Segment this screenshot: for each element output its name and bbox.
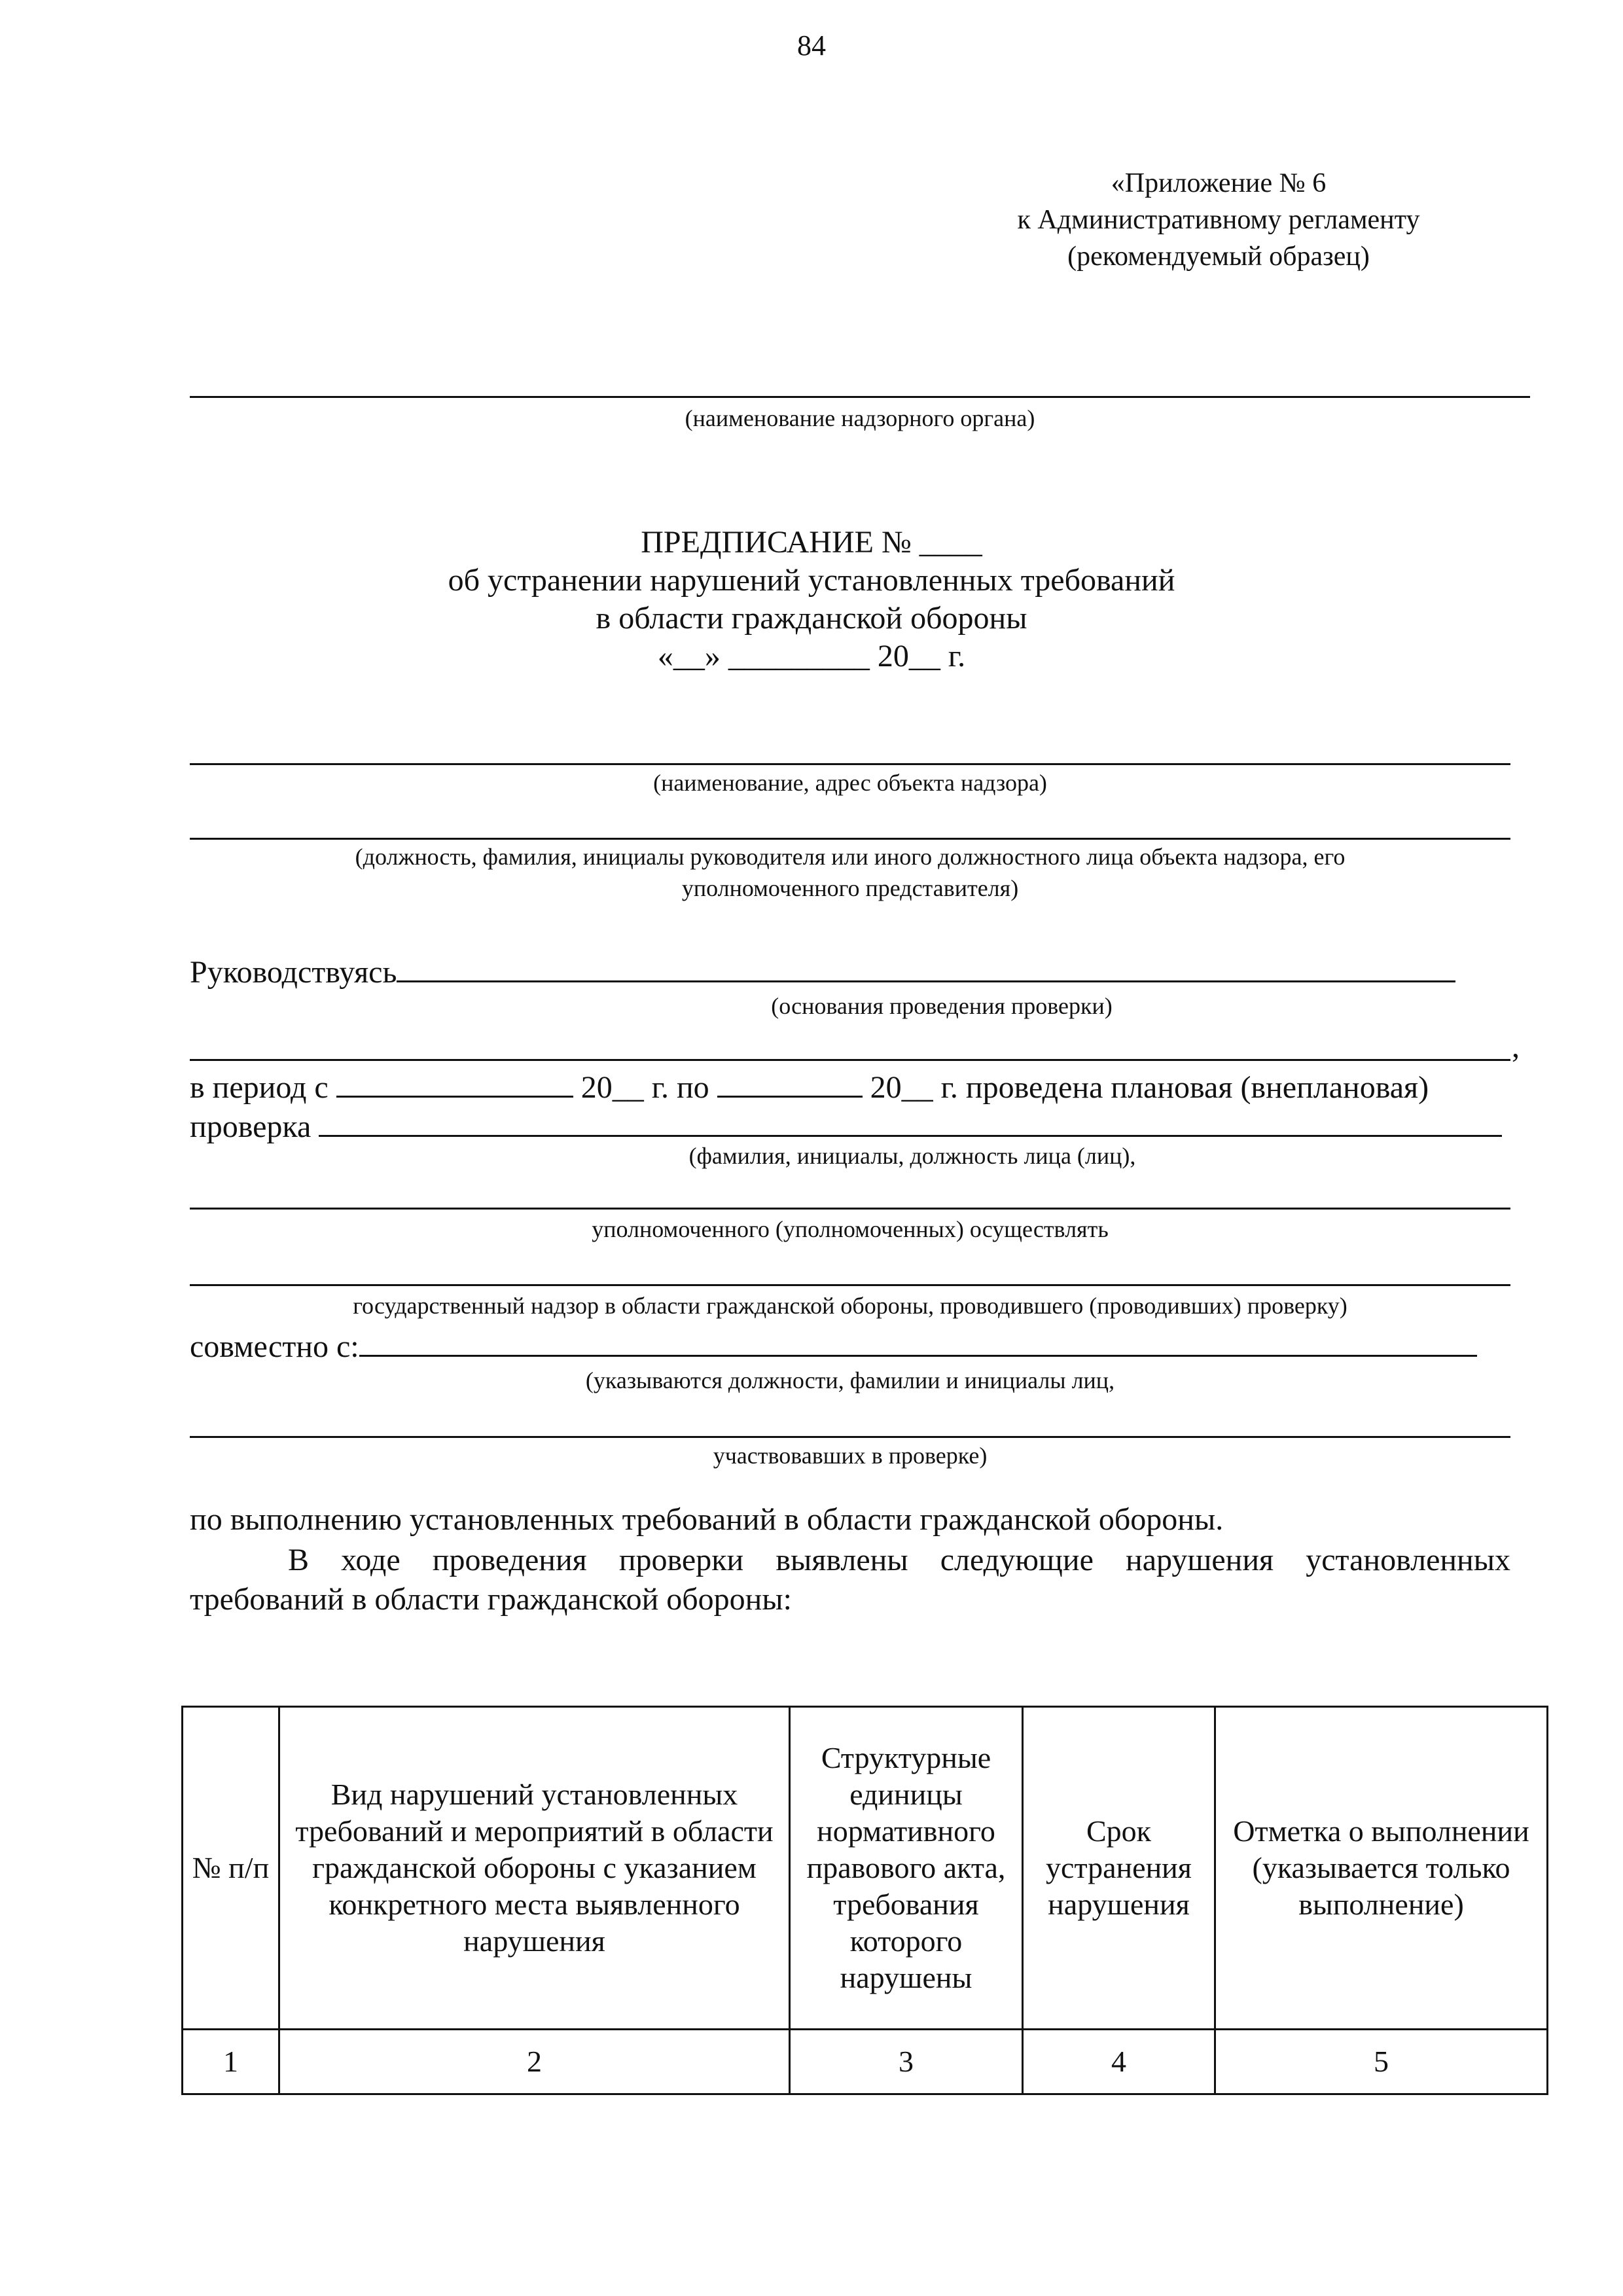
object-name-line: [190, 763, 1510, 765]
document-title-block: [0, 524, 1623, 675]
guided-by-label: Руководствуясь: [190, 955, 397, 990]
header-structural-units: Структурные единицы нормативного правового акта, требования которого нарушены: [790, 1707, 1023, 2030]
official-line: [190, 838, 1510, 840]
document-subtitle-2: в области гражданской обороны: [596, 601, 1027, 636]
object-name-caption: (наименование, адрес объекта надзора): [653, 770, 1047, 796]
participants-caption-2: участвовавших в проверке): [713, 1443, 988, 1469]
violations-intro-2: требований в области гражданской обороны:: [190, 1582, 792, 1617]
column-number-3: 3: [790, 2030, 1023, 2094]
header-deadline: Срок устранения нарушения: [1023, 1707, 1215, 2030]
inspection-line: [190, 1106, 1502, 1145]
inspector-names-caption: (фамилия, инициалы, должность лица (лиц),: [688, 1143, 1136, 1169]
header-completion-mark: Отметка о выполнении (указывается только выполнение): [1215, 1707, 1548, 2030]
table-header-row: [183, 1707, 1548, 2030]
appendix-line-2: к Административному регламенту: [1017, 205, 1420, 235]
supervision-line: [190, 1284, 1510, 1286]
header-number: № п/п: [183, 1707, 279, 2030]
column-number-5: 5: [1215, 2030, 1548, 2094]
inspection-blank: [319, 1106, 1502, 1137]
period-end-blank: [717, 1067, 863, 1098]
appendix-line-3: (рекомендуемый образец): [1067, 242, 1370, 272]
inspection-grounds-caption: (основания проведения проверки): [771, 993, 1113, 1019]
official-caption-2: уполномоченного представителя): [681, 875, 1019, 901]
participants-line: [190, 1436, 1510, 1438]
document-subtitle-1: об устранении нарушений установленных требований: [448, 563, 1175, 598]
column-number-4: 4: [1023, 2030, 1215, 2094]
state-supervision-caption: государственный надзор в области гражданской обороны, проводившего (проводивших) проверку): [353, 1293, 1347, 1319]
participants-caption-1: (указываются должности, фамилии и инициалы лиц,: [585, 1367, 1115, 1393]
period-line: [190, 1067, 1429, 1105]
column-number-1: 1: [183, 2030, 279, 2094]
jointly-with-line: [190, 1326, 1477, 1365]
appendix-line-1: «Приложение № 6: [1111, 168, 1327, 198]
violations-intro: В ходе проведения проверки выявлены следующие нарушения установленных: [288, 1543, 1510, 1577]
jointly-with-label: совместно с:: [190, 1329, 359, 1364]
document-title: ПРЕДПИСАНИЕ № ____: [641, 525, 982, 560]
grounds-comma: ,: [1512, 1030, 1520, 1064]
document-date-line: «__» _________ 20__ г.: [657, 639, 966, 673]
jointly-with-blank: [359, 1326, 1477, 1357]
violations-table: [181, 1706, 1548, 2095]
period-from-label: в период с: [190, 1070, 329, 1105]
header-violation-type: Вид нарушений установленных требований и мероприятий в области гражданской обороны с указанием конкретного места выявленного нарушения: [279, 1707, 790, 2030]
guided-by-line: [190, 952, 1455, 990]
column-number-2: 2: [279, 2030, 790, 2094]
page-number: 84: [797, 29, 826, 62]
compliance-paragraph: по выполнению установленных требований в области гражданской обороны.: [190, 1502, 1224, 1537]
period-to-label: 20__ г. по: [580, 1070, 709, 1105]
period-start-blank: [336, 1067, 573, 1098]
inspection-label: проверка: [190, 1109, 312, 1144]
supervisory-body-line: [190, 396, 1530, 398]
guided-by-blank: [397, 952, 1455, 982]
period-conducted-label: 20__ г. проведена плановая (внеплановая): [870, 1070, 1429, 1105]
table-row: [183, 2030, 1548, 2094]
grounds-continuation-line: [190, 1059, 1510, 1061]
authorized-caption: уполномоченного (уполномоченных) осуществлять: [592, 1216, 1109, 1242]
supervisory-body-caption: (наименование надзорного органа): [685, 405, 1035, 431]
official-caption-1: (должность, фамилия, инициалы руководителя или иного должностного лица объекта надзора, его: [355, 844, 1346, 870]
appendix-header: [924, 165, 1513, 275]
inspector-continuation-line: [190, 1208, 1510, 1210]
